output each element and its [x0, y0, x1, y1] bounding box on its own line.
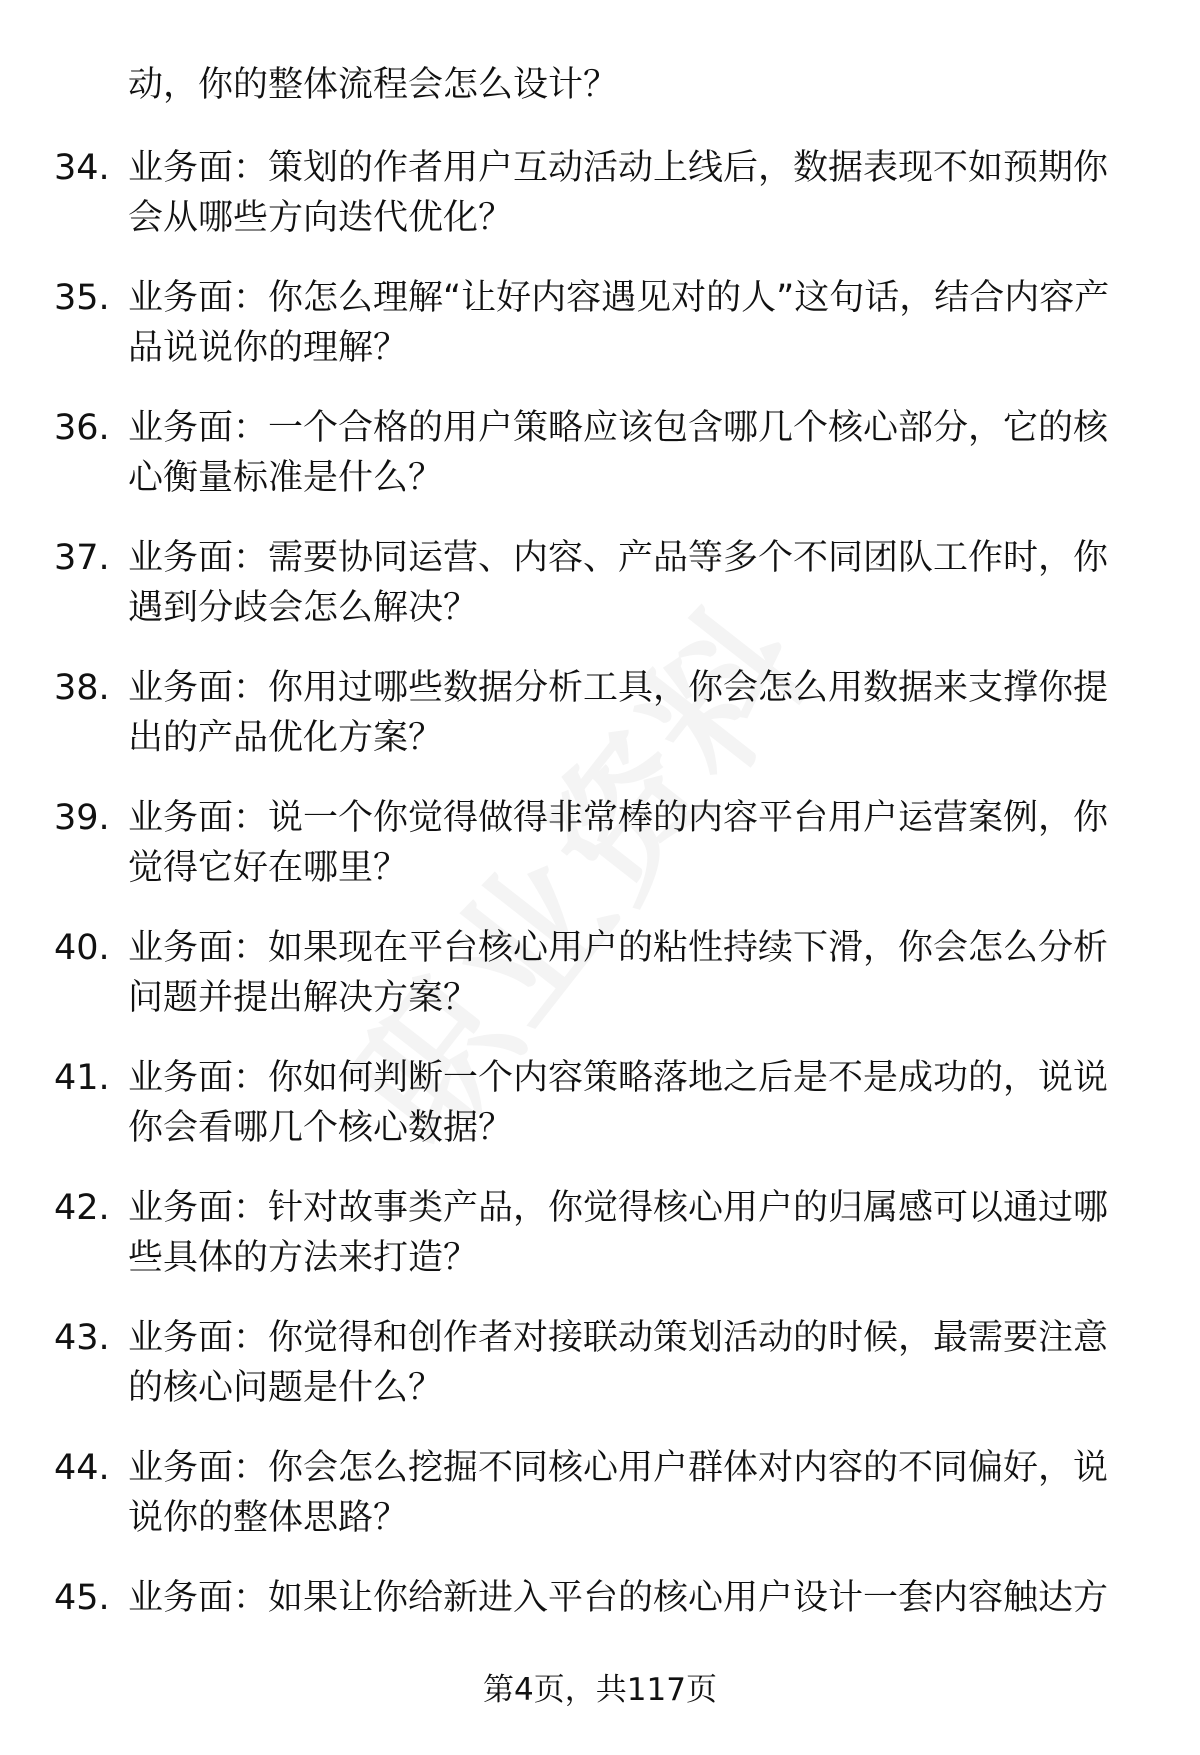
question-text: 业务面：你会怎么挖掘不同核心用户群体对内容的不同偏好，说说你的整体思路？ — [128, 1448, 1109, 1538]
question-text: 业务面：说一个你觉得做得非常棒的内容平台用户运营案例，你觉得它好在哪里？ — [128, 798, 1109, 888]
question-item — [0, 533, 1200, 663]
question-item — [0, 143, 1200, 273]
question-number: 43. — [54, 1318, 110, 1358]
continued-question-text: 动，你的整体流程会怎么设计？ — [128, 65, 619, 105]
question-number: 36. — [54, 408, 110, 448]
question-number: 38. — [54, 668, 110, 708]
question-text: 业务面：一个合格的用户策略应该包含哪几个核心部分，它的核心衡量标准是什么？ — [128, 408, 1109, 498]
question-number: 42. — [54, 1188, 110, 1228]
question-text: 业务面：如果现在平台核心用户的粘性持续下滑，你会怎么分析问题并提出解决方案？ — [128, 928, 1109, 1018]
question-number: 35. — [54, 278, 110, 318]
question-number: 39. — [54, 798, 110, 838]
question-text: 业务面：你用过哪些数据分析工具，你会怎么用数据来支撑你提出的产品优化方案？ — [128, 668, 1109, 758]
question-item — [0, 403, 1200, 533]
question-item — [0, 1313, 1200, 1443]
question-text: 业务面：如果让你给新进入平台的核心用户设计一套内容触达方 — [128, 1578, 1109, 1618]
question-item — [0, 273, 1200, 403]
question-text: 业务面：针对故事类产品，你觉得核心用户的归属感可以通过哪些具体的方法来打造？ — [128, 1188, 1109, 1278]
question-number: 41. — [54, 1058, 110, 1098]
question-text: 业务面：你怎么理解“让好内容遇见对的人”这句话，结合内容产品说说你的理解？ — [128, 278, 1110, 368]
question-item — [0, 1443, 1200, 1573]
question-item — [0, 793, 1200, 923]
page-footer: 第4页，共117页 — [483, 1672, 717, 1708]
question-text: 业务面：你如何判断一个内容策略落地之后是不是成功的，说说你会看哪几个核心数据？ — [128, 1058, 1109, 1148]
question-item — [0, 1053, 1200, 1183]
question-item — [0, 1183, 1200, 1313]
question-item — [0, 923, 1200, 1053]
question-item — [0, 663, 1200, 793]
question-text: 业务面：你觉得和创作者对接联动策划活动的时候，最需要注意的核心问题是什么？ — [128, 1318, 1109, 1408]
question-text: 业务面：需要协同运营、内容、产品等多个不同团队工作时，你遇到分歧会怎么解决？ — [128, 538, 1109, 628]
question-number: 44. — [54, 1448, 110, 1488]
question-list — [0, 143, 1200, 1703]
question-number: 37. — [54, 538, 110, 578]
question-number: 40. — [54, 928, 110, 968]
question-number: 45. — [54, 1578, 110, 1618]
question-number: 34. — [54, 148, 110, 188]
question-text: 业务面：策划的作者用户互动活动上线后，数据表现不如预期你会从哪些方向迭代优化？ — [128, 148, 1109, 238]
